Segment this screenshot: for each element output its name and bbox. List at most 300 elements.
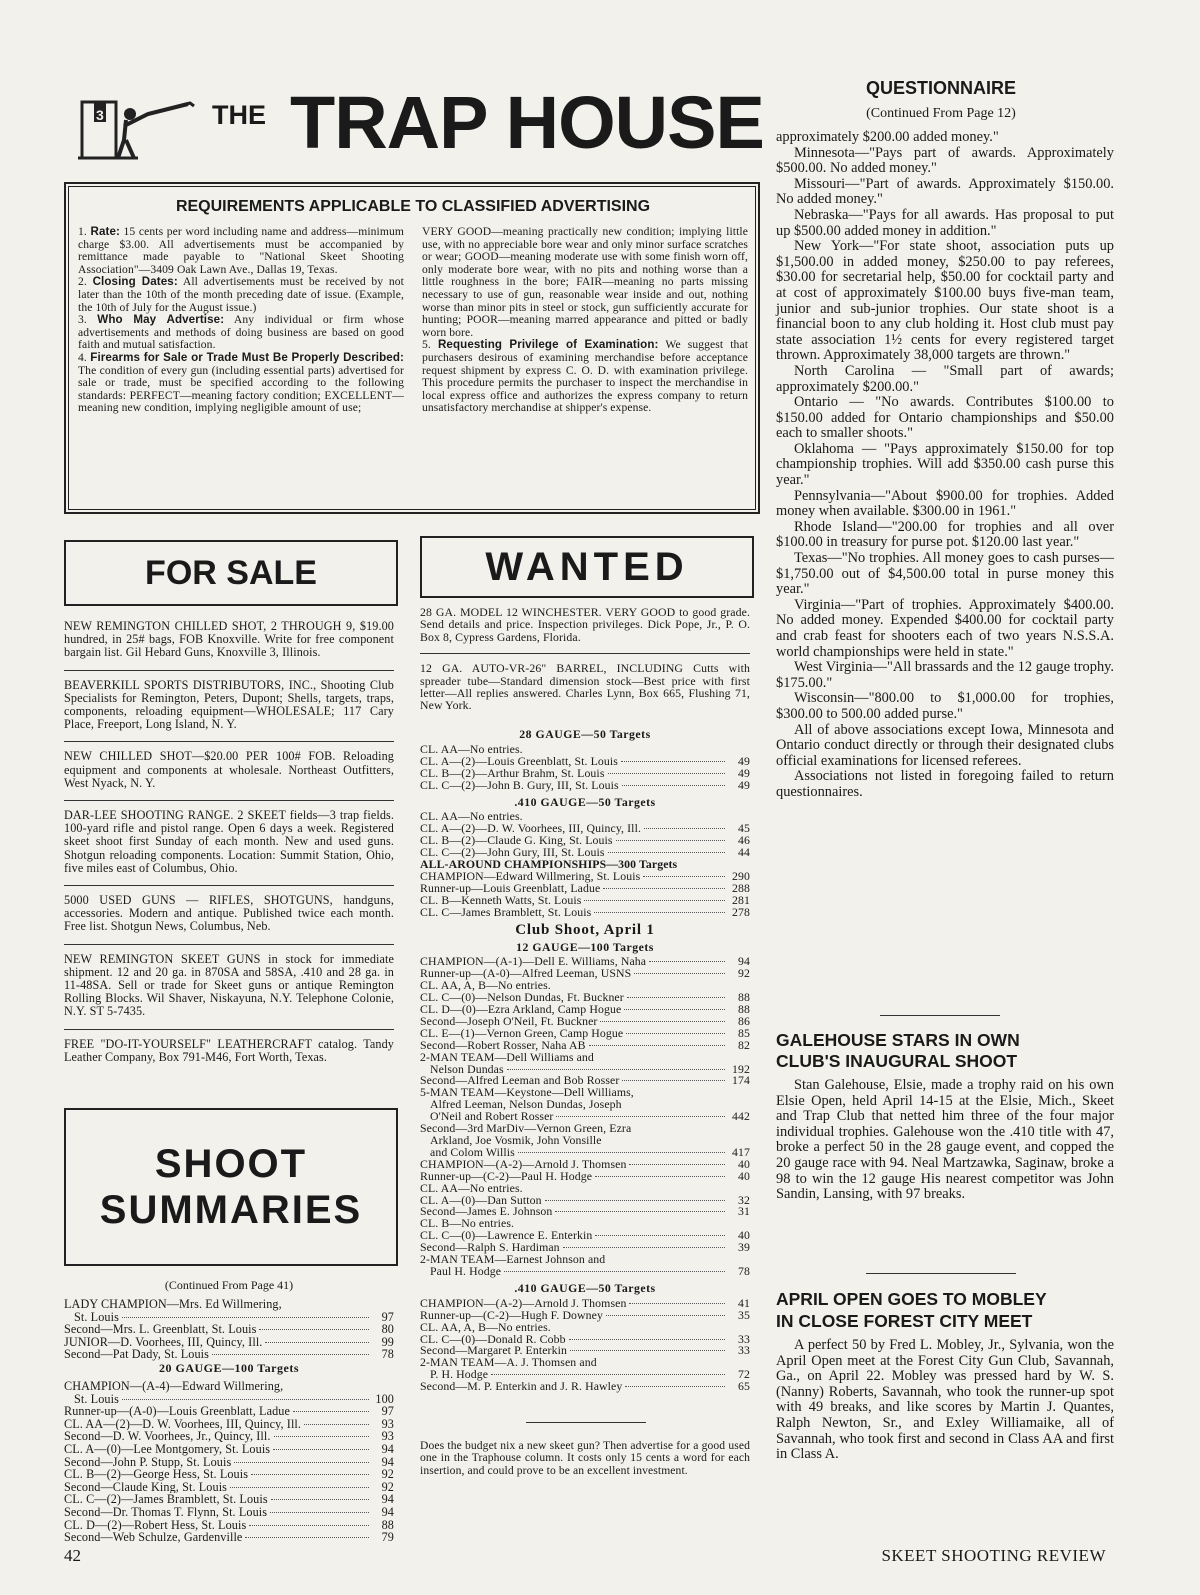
- summaries-title: SUMMARIES: [99, 1188, 363, 1232]
- dot-leader: [621, 761, 725, 762]
- result-score: 49: [738, 755, 750, 768]
- for-sale-ads: [64, 620, 394, 1074]
- questionnaire-body: [776, 130, 1114, 801]
- dot-leader: [504, 1271, 725, 1272]
- result-score: 288: [732, 882, 750, 895]
- result-label: 2-MAN TEAM—Dell Williams and: [420, 1051, 594, 1064]
- section-heading: 12 GAUGE—100 Targets: [516, 939, 654, 954]
- shoot-summaries-title-box: [64, 1108, 398, 1266]
- dot-leader: [625, 1386, 725, 1387]
- result-label: CL. C—(0)—Nelson Dundas, Ft. Buckner: [420, 992, 624, 1005]
- dot-leader: [595, 1176, 725, 1177]
- all-around-heading: ALL-AROUND CHAMPIONSHIPS—300 Targets: [420, 857, 678, 872]
- dot-leader: [563, 1247, 725, 1248]
- dot-leader: [491, 1374, 725, 1375]
- rule-2: 2. Closing Dates: All advertisements must be received by not later than the 10th of the month preceding date of issue. (Example, the 10th of July for the August issue.): [78, 275, 404, 314]
- result-score: 85: [738, 1027, 750, 1040]
- condition-standards: VERY GOOD—meaning practically new condition; implying little use, with no appreciable bore wear and only minor surface scratches or wear; GOOD—meaning moderate use with some finish worn off, only moderate bore wear, with no pits and nothing worse than a little roughness in the bore; FAIR—meaning no parts missing necessary to use of gun, reasonable wear inside and out, nothing worse than minor pits in steel or stock, gun sufficiently accurate for hunting; POOR—meaning marred appearance and pitted or badly worn bore.: [422, 225, 748, 339]
- result-label: CL. D—(2)—Robert Hess, St. Louis: [64, 1518, 247, 1532]
- dot-leader: [259, 1329, 369, 1330]
- result-label: Second—Dr. Thomas T. Flynn, St. Louis: [64, 1505, 268, 1519]
- result-row: [420, 768, 750, 780]
- dot-leader: [249, 1525, 369, 1526]
- result-label: CL. C—(2)—John Gury, III, St. Louis: [420, 847, 605, 860]
- result-row: [420, 1111, 750, 1123]
- result-label: Runner-up—(A-0)—Alfred Leeman, USNS: [420, 968, 632, 981]
- result-score: 78: [381, 1348, 394, 1361]
- result-row: [64, 1418, 394, 1431]
- result-label: Second—Ralph S. Hardiman: [420, 1242, 560, 1255]
- result-score: 442: [732, 1111, 750, 1124]
- result-row: [64, 1348, 394, 1361]
- result-row: [420, 980, 750, 992]
- shoot-summaries-continued: (Continued From Page 41): [164, 1278, 294, 1292]
- dot-leader: [584, 900, 725, 901]
- result-score: 93: [381, 1417, 394, 1431]
- result-label: CL. C—(0)—Lawrence E. Enterkin: [420, 1230, 593, 1243]
- result-label: Alfred Leeman, Nelson Dundas, Joseph: [430, 1099, 622, 1112]
- result-row: [420, 811, 750, 823]
- dot-leader: [273, 1449, 369, 1450]
- result-label: CHAMPION—(A-4)—Edward Willmering,: [64, 1380, 284, 1393]
- result-score: 40: [738, 1230, 750, 1243]
- result-label: Second—Robert Rosser, Naha AB: [420, 1039, 586, 1052]
- result-label: CL. AA, A, B—No entries.: [420, 980, 551, 993]
- result-label: 2-MAN TEAM—Earnest Johnson and: [420, 1254, 606, 1266]
- section-heading: 28 GAUGE—50 Targets: [519, 727, 651, 741]
- dot-leader: [616, 840, 725, 841]
- questionnaire-paragraph: Pennsylvania—"About $900.00 for trophies. Added money when available. $300.00 in 1961.": [776, 487, 1114, 520]
- dot-leader: [603, 888, 725, 889]
- result-row: [420, 1206, 750, 1218]
- result-label: CL. AA—No entries.: [420, 743, 523, 756]
- result-score: 49: [738, 767, 750, 780]
- result-label: CL. AA—No entries.: [420, 811, 523, 824]
- ad-leathercraft: FREE "DO-IT-YOURSELF" LEATHERCRAFT catalog. Tandy Leather Company, Box 791-M46, Fort Worth, Texas.: [64, 1029, 394, 1064]
- result-row: [64, 1311, 394, 1324]
- result-label: CL. E—(1)—Vernon Green, Camp Hogue: [420, 1027, 624, 1040]
- dot-leader: [245, 1537, 369, 1538]
- dot-leader: [624, 1009, 725, 1010]
- mobley-headline: APRIL OPEN GOES TO MOBLEY IN CLOSE FOREST CITY MEET: [776, 1289, 1047, 1331]
- result-label: Second—James E. Johnson: [420, 1206, 553, 1219]
- galehouse-divider: [880, 1015, 1000, 1016]
- result-score: 40: [738, 1170, 750, 1183]
- questionnaire-title: QUESTIONNAIRE: [865, 78, 1016, 98]
- trap-house-logo: [78, 92, 218, 162]
- result-row: [64, 1430, 394, 1443]
- ad-used-guns: 5000 USED GUNS — RIFLES, SHOTGUNS, handguns, accessories. Modern and antique. Published twice each month. Free list. Shotgun News, Columbus, Neb.: [64, 885, 394, 934]
- result-row: [420, 1357, 750, 1369]
- result-score: 41: [738, 1297, 750, 1310]
- result-score: 99: [381, 1335, 394, 1349]
- result-label: CL. B—(2)—Claude G. King, St. Louis: [420, 835, 613, 848]
- result-row: [420, 823, 750, 835]
- section-heading: .410 GAUGE—50 Targets: [514, 1280, 656, 1295]
- questionnaire-paragraph: New York—"For state shoot, association puts up $1,500.00 in added money, $250.00 to pay referees, $30.00 for secretarial help, $50.00 for cocktail party and at cost of approximately $100.00 buys five-man team, junior and sub-junior trophies. Our state shoot is a financial boon to any club holding it. Host club must pay state association 1½ cents for every registered target thrown. Approximately 38,000 targets are thrown.": [776, 238, 1114, 364]
- result-row: [64, 1456, 394, 1469]
- result-row: [64, 1298, 394, 1311]
- result-label: CL. B—No entries.: [420, 1218, 515, 1231]
- result-row: [420, 1266, 750, 1278]
- result-row: [420, 1135, 750, 1147]
- result-score: 39: [738, 1242, 750, 1255]
- result-score: 86: [738, 1015, 750, 1028]
- result-row: [420, 1087, 750, 1099]
- result-label: Second—Joseph O'Neil, Ft. Buckner: [420, 1015, 598, 1028]
- result-label: CL. C—(2)—John B. Gury, III, St. Louis: [420, 779, 619, 792]
- rule-1: 1. Rate: 15 cents per word including name and address—minimum charge $3.00. All advertisements must be accompanied by remittance made payable to "National Skeet Shooting Association"—3409 Oak Lawn Ave., Dallas 19, Texas.: [78, 225, 405, 276]
- dot-leader: [649, 961, 725, 962]
- dot-leader: [265, 1342, 369, 1343]
- result-row: [64, 1323, 394, 1336]
- result-row: [64, 1405, 394, 1418]
- result-row: [420, 1016, 750, 1028]
- result-row: [420, 780, 750, 792]
- result-score: 88: [738, 1004, 750, 1016]
- result-row: [420, 1052, 750, 1064]
- questionnaire-paragraph: West Virginia—"All brassards and the 12 gauge trophy. $175.00.": [776, 659, 1114, 691]
- dot-leader: [626, 1033, 725, 1034]
- result-row: [420, 1218, 750, 1230]
- gauge-20-heading: 20 GAUGE—100 Targets: [158, 1361, 299, 1375]
- dot-leader: [271, 1499, 369, 1500]
- result-label: O'Neil and Robert Rosser: [430, 1111, 554, 1124]
- result-row: [64, 1393, 394, 1406]
- questionnaire-paragraph: Minnesota—"Pays part of awards. Approximately $500.00. No added money.": [776, 144, 1114, 177]
- result-score: 94: [381, 1442, 394, 1456]
- questionnaire-paragraph: Texas—"No trophies. All money goes to cash purses—$1,750.00 out of $4,500.00 total in purse money this year.": [776, 550, 1114, 598]
- result-score: 82: [738, 1039, 750, 1052]
- shoot-title: SHOOT: [154, 1142, 308, 1186]
- dot-leader: [230, 1487, 369, 1488]
- result-score: 192: [732, 1063, 750, 1076]
- result-label: Second—Mrs. L. Greenblatt, St. Louis: [64, 1323, 257, 1336]
- result-label: P. H. Hodge: [430, 1369, 489, 1382]
- result-label: JUNIOR—D. Voorhees, III, Quincy, Ill.: [64, 1335, 263, 1349]
- result-label: LADY CHAMPION—Mrs. Ed Willmering,: [64, 1298, 282, 1311]
- result-row: [64, 1468, 394, 1481]
- for-sale-title: FOR SALE: [145, 553, 317, 592]
- promo-text: Does the budget nix a new skeet gun? Then advertise for a good used one in the Traphouse column. It costs only 15 cents a word for each insertion, and could prove to be an excellent investment.: [420, 1439, 750, 1477]
- dot-leader: [600, 1021, 725, 1022]
- questionnaire-paragraph: Wisconsin—"800.00 to $1,000.00 for trophies, $300.00 to 500.00 added purse.": [776, 690, 1114, 722]
- result-row: [420, 1064, 750, 1076]
- result-score: 94: [381, 1505, 394, 1519]
- result-row: [420, 1369, 750, 1381]
- questionnaire-paragraph: Associations not listed in foregoing failed to return questionnaires.: [776, 768, 1114, 800]
- result-score: 33: [738, 1345, 750, 1358]
- dot-leader: [622, 785, 725, 786]
- result-label: and Colom Willis: [430, 1146, 515, 1159]
- result-score: 33: [738, 1333, 750, 1346]
- mobley-body: A perfect 50 by Fred L. Mobley, Jr., Sylvania, won the April Open meet at the Forest City Gun Club, Savannah, Ga., on April 22. Mobley was pressed hard by W. S. (Nanny) Roberts, Savannah, who took the runner-up spot with 49 breaks, and like scores by Martin J. Quantes, Ralph Newton, Sr., and Exley Williamaike, all of Savannah, who took first and second in Class AA and first in Class A.: [776, 1337, 1114, 1463]
- result-row: [420, 968, 750, 980]
- dot-leader: [556, 1116, 725, 1117]
- page-number: 42: [64, 1546, 81, 1565]
- result-row: [420, 1381, 750, 1393]
- rule-4: 4. Firearms for Sale or Trade Must Be Properly Described: The condition of every gun (including essential parts) advertised for sale or trade, must be specified according to the following standards: PERFECT—meaning factory condition; EXCELLENT—meaning new condition, implying negligible amount of use;: [78, 350, 405, 415]
- result-label: St. Louis: [74, 1392, 119, 1406]
- questionnaire-paragraph: Nebraska—"Pays for all awards. Has proposal to put up $500.00 added money in addition.": [776, 206, 1114, 239]
- result-row: [420, 871, 750, 883]
- dot-leader: [608, 852, 725, 853]
- result-score: 31: [738, 1206, 750, 1219]
- dot-leader: [234, 1462, 369, 1463]
- dot-leader: [589, 1045, 725, 1046]
- dot-leader: [274, 1436, 369, 1437]
- result-score: 40: [738, 1158, 750, 1171]
- result-score: 93: [381, 1430, 394, 1443]
- result-label: CL. A—(0)—Lee Montgomery, St. Louis: [64, 1442, 271, 1456]
- result-score: 94: [381, 1493, 394, 1506]
- result-label: Runner-up—(A-0)—Louis Greenblatt, Ladue: [64, 1405, 291, 1418]
- ad-remington-shot: NEW REMINGTON CHILLED SHOT, 2 THROUGH 9, $19.00 hundred, in 25# bags, FOB Knoxville. Write for free component bargain list. Gil Hebard Guns, Knoxville 3, Illinois.: [64, 619, 394, 660]
- result-label: CL. AA—(2)—D. W. Voorhees, III, Quincy, Ill.: [64, 1417, 302, 1431]
- result-label: Paul H. Hodge: [430, 1265, 502, 1278]
- questionnaire-paragraph: approximately $200.00 added money.": [776, 129, 999, 145]
- result-label: CL. C—(0)—Donald R. Cobb: [420, 1333, 566, 1346]
- result-row: [420, 1230, 750, 1242]
- result-row: [420, 1123, 750, 1135]
- result-score: 72: [738, 1369, 750, 1382]
- result-label: Second—Margaret P. Enterkin: [420, 1345, 567, 1358]
- result-score: 417: [732, 1146, 750, 1159]
- result-row: [420, 1183, 750, 1195]
- dot-leader: [570, 1350, 725, 1351]
- wanted-ads: [420, 606, 750, 722]
- dot-leader: [629, 1164, 725, 1165]
- questionnaire-paragraph: Ontario — "No awards. Contributes $100.00 to $150.00 added for Ontario championships and $50.00 each to smaller shoots.": [776, 394, 1114, 442]
- dot-leader: [545, 1200, 725, 1201]
- result-score: 92: [381, 1480, 394, 1494]
- result-label: Runner-up—Louis Greenblatt, Ladue: [420, 882, 601, 895]
- result-row: [64, 1481, 394, 1494]
- rule-3: 3. Who May Advertise: Any individual or firm whose advertisements and methods of doing business are based on good faith and mutual satisfaction.: [78, 313, 404, 352]
- result-score: 94: [381, 1455, 394, 1469]
- result-row: [420, 1322, 750, 1334]
- result-row: [420, 1147, 750, 1159]
- result-label: Second—John P. Stupp, St. Louis: [64, 1455, 232, 1469]
- result-label: CL. A—(2)—D. W. Voorhees, III, Quincy, Ill.: [420, 823, 641, 836]
- dot-leader: [212, 1354, 369, 1355]
- result-label: Runner-up—(C-2)—Hugh F. Downey: [420, 1309, 604, 1322]
- questionnaire-paragraph: Virginia—"Part of trophies. Approximately $400.00. No added money. Expended $400.00 for cocktail party and crab feast for shooters each of two years N.S.S.A. world championships were held in state.": [776, 596, 1114, 660]
- trap-house-icon: [78, 92, 218, 162]
- ad-auto-vr: 12 GA. AUTO-VR-26" BARREL, INCLUDING Cutts with spreader tube—Standard dimension stock—Best price with first letter—All replies answered. Charles Lynn, Box 665, Flushing 71, New York.: [420, 653, 750, 712]
- result-score: 92: [381, 1468, 394, 1481]
- result-label: Second—Claude King, St. Louis: [64, 1480, 228, 1494]
- dot-leader: [644, 828, 725, 829]
- questionnaire-paragraph: Missouri—"Part of awards. Approximately $150.00. No added money.": [776, 175, 1114, 208]
- dot-leader: [293, 1411, 369, 1412]
- result-row: [64, 1336, 394, 1349]
- result-score: 88: [738, 992, 750, 1005]
- result-row: [64, 1531, 394, 1544]
- result-row: [420, 883, 750, 895]
- result-score: 97: [381, 1405, 394, 1418]
- result-row: [420, 1171, 750, 1183]
- ad-winchester: 28 GA. MODEL 12 WINCHESTER. VERY GOOD to good grade. Send details and price. Inspection privileges. Dick Pope, Jr., P. O. Box 8, Cypress Gardens, Florida.: [420, 605, 750, 644]
- result-label: Second—3rd MarDiv—Vernon Green, Ezra: [420, 1123, 632, 1135]
- result-row: [420, 992, 750, 1004]
- dot-leader: [270, 1512, 369, 1513]
- questionnaire-paragraph: Oklahoma — "Pays approximately $150.00 for top championship trophies. Will add $350.00 cash purse this year.": [776, 440, 1114, 489]
- result-row: [420, 1075, 750, 1087]
- result-label: CHAMPION—(A-1)—Dell E. Williams, Naha: [420, 956, 647, 969]
- result-label: CL. AA, A, B—No entries.: [420, 1321, 551, 1334]
- dot-leader: [608, 773, 725, 774]
- ad-beaverkill: BEAVERKILL SPORTS DISTRIBUTORS, INC., Shooting Club Specialists for Remington, Peters, Dupont; Shells, targets, traps, components, reloading equipment—WHOLESALE; 117 Cary Place, Freeport, Long Island, N. Y.: [64, 670, 394, 732]
- result-row: [420, 1345, 750, 1357]
- result-score: 65: [738, 1381, 750, 1394]
- result-score: 78: [738, 1265, 750, 1278]
- dot-leader: [594, 912, 725, 913]
- mobley-divider: [866, 1273, 1016, 1274]
- result-row: [420, 1310, 750, 1322]
- result-score: 45: [738, 823, 750, 836]
- dot-leader: [507, 1069, 725, 1070]
- result-score: 44: [738, 847, 750, 860]
- classified-col2: [422, 226, 748, 415]
- result-row: [420, 1334, 750, 1346]
- dot-leader: [627, 997, 725, 998]
- result-score: 35: [738, 1309, 750, 1322]
- promo-divider: [526, 1422, 646, 1423]
- result-score: 80: [381, 1323, 394, 1336]
- result-score: 92: [738, 968, 750, 981]
- result-score: 49: [738, 779, 750, 792]
- result-row: [420, 1242, 750, 1254]
- result-score: 97: [381, 1310, 394, 1324]
- result-score: 46: [738, 835, 750, 848]
- result-row: [420, 1195, 750, 1207]
- wanted-title-box: [420, 536, 754, 598]
- galehouse-headline: GALEHOUSE STARS IN OWN CLUB'S INAUGURAL SHOOT: [776, 1030, 1020, 1071]
- shoot-summaries-results-b: [64, 1380, 394, 1544]
- result-label: Second—Web Schulze, Gardenville: [64, 1531, 243, 1544]
- dot-leader: [122, 1317, 369, 1318]
- result-label: CHAMPION—(A-2)—Arnold J. Thomsen: [420, 1297, 627, 1310]
- dot-leader: [518, 1152, 725, 1153]
- result-row: [420, 835, 750, 847]
- result-row: [420, 756, 750, 768]
- result-row: [420, 956, 750, 968]
- result-label: Runner-up—(C-2)—Paul H. Hodge: [420, 1170, 593, 1183]
- result-row: [64, 1493, 394, 1506]
- wanted-title: WANTED: [485, 544, 689, 589]
- questionnaire-continued: (Continued From Page 12): [866, 106, 1016, 121]
- result-score: 281: [732, 894, 750, 907]
- dot-leader: [122, 1399, 369, 1400]
- result-score: 94: [738, 956, 750, 969]
- result-label: 2-MAN TEAM—A. J. Thomsen and: [420, 1357, 597, 1370]
- result-score: 32: [738, 1194, 750, 1207]
- dot-leader: [634, 973, 725, 974]
- result-row: [420, 1159, 750, 1171]
- section-heading: Club Shoot, April 1: [515, 921, 655, 938]
- result-score: 174: [732, 1075, 750, 1088]
- result-row: [420, 1040, 750, 1052]
- result-label: Second—M. P. Enterkin and J. R. Hawley: [420, 1381, 623, 1394]
- result-row: [64, 1506, 394, 1519]
- result-label: CL. B—Kenneth Watts, St. Louis: [420, 894, 582, 907]
- dot-leader: [622, 1080, 725, 1081]
- result-label: CL. D—(0)—Ezra Arkland, Camp Hogue: [420, 1004, 622, 1016]
- questionnaire-paragraph: North Carolina — "Small part of awards; approximately $200.00.": [776, 362, 1114, 395]
- dot-leader: [251, 1474, 369, 1475]
- result-score: 290: [732, 870, 750, 883]
- classified-heading: REQUIREMENTS APPLICABLE TO CLASSIFIED ADVERTISING: [175, 198, 651, 215]
- dot-leader: [606, 1315, 725, 1316]
- shoot-summaries-results-a: [64, 1298, 394, 1361]
- result-row: [420, 744, 750, 756]
- result-label: CL. A—(2)—Louis Greenblatt, St. Louis: [420, 755, 619, 768]
- result-label: Second—Pat Dady, St. Louis: [64, 1348, 210, 1361]
- dot-leader: [595, 1235, 725, 1236]
- result-label: CL. B—(2)—George Hess, St. Louis: [64, 1468, 249, 1481]
- result-label: CHAMPION—Edward Willmering, St. Louis: [420, 870, 641, 883]
- result-label: St. Louis: [74, 1310, 119, 1324]
- svg-text:3: 3: [96, 107, 104, 123]
- result-score: 100: [375, 1392, 394, 1406]
- result-label: CHAMPION—(A-2)—Arnold J. Thomsen: [420, 1158, 627, 1171]
- dot-leader: [569, 1339, 725, 1340]
- rule-5: 5. Requesting Privilege of Examination: We suggest that purchasers desirous of examining merchandise before acceptance request shipment by express C. O. D. with examination privilege. This procedure permits the purchaser to inspect the merchandise in local express office and authorizes the express company to return unsatisfactory merchandise at shipper's expense.: [422, 338, 749, 415]
- masthead-the: THE: [212, 100, 266, 130]
- dot-leader: [304, 1424, 369, 1425]
- result-row: [64, 1443, 394, 1456]
- ad-dar-lee: DAR-LEE SHOOTING RANGE. 2 SKEET fields—3 trap fields. 100-yard rifle and pistol range. Open 6 days a week. Registered skeet shoot first Sunday of each month. New and used guns. Shotgun reloading components. Location: Summit Station, Ohio, five miles east of Columbus, Ohio.: [64, 800, 394, 875]
- result-score: 278: [732, 906, 750, 919]
- results-column: [420, 724, 750, 1393]
- masthead-title: TRAP HOUSE: [290, 81, 764, 164]
- magazine-name: SKEET SHOOTING REVIEW: [881, 1546, 1106, 1565]
- dot-leader: [555, 1211, 725, 1212]
- result-label: CL. B—(2)—Arthur Brahm, St. Louis: [420, 767, 605, 780]
- result-score: 88: [381, 1518, 394, 1532]
- result-label: CL. C—(2)—James Bramblett, St. Louis: [64, 1493, 268, 1506]
- result-label: Second—D. W. Voorhees, Jr., Quincy, Ill.: [64, 1430, 271, 1443]
- result-label: Nelson Dundas: [430, 1063, 504, 1076]
- result-row: [420, 1298, 750, 1310]
- ad-chilled-shot: NEW CHILLED SHOT—$20.00 PER 100# FOB. Reloading equipment and components at wholesale. Northeast Outfitters, West Nyack, N. Y.: [64, 741, 394, 790]
- result-row: [420, 1004, 750, 1016]
- galehouse-body: Stan Galehouse, Elsie, made a trophy raid on his own Elsie Open, held April 14-15 at the Elsie, Mich., Skeet and Trap Club that netted him three of the four major individual trophies. Galehouse won the .410 title with 47, broke a perfect 50 in the 28 gauge event, and copped the 20 gauge race with 94. Neal Martzawka, Saginaw, broke a 98 to win the 12 gauge His nearest competitor was John Sandin, Lansing, with 97 breaks.: [776, 1077, 1114, 1203]
- result-row: [420, 1254, 750, 1266]
- classified-col1: [78, 226, 404, 415]
- questionnaire-paragraph: All of above associations except Iowa, Minnesota and Ontario conduct directly or through their designated clubs official examinations for licensed referees.: [776, 721, 1114, 769]
- section-heading: .410 GAUGE—50 Targets: [514, 794, 656, 809]
- result-label: CL. AA—No entries.: [420, 1182, 523, 1195]
- result-label: 5-MAN TEAM—Keystone—Dell Williams,: [420, 1087, 634, 1100]
- result-row: [420, 1099, 750, 1111]
- result-label: Second—Alfred Leeman and Bob Rosser: [420, 1075, 620, 1088]
- result-row: [420, 1028, 750, 1040]
- ad-remington-skeet: NEW REMINGTON SKEET GUNS in stock for immediate shipment. 12 and 20 ga. in 870SA and 58SA, .410 and 28 ga. in 11-48SA. Sell or trade for Skeet guns or antique Remington Rolling Blocks. Wil Shaver, Niskayuna, N.Y. Telephone Colonie, N.Y. ST 5-7435.: [64, 944, 394, 1019]
- result-label: CL. A—(0)—Dan Sutton: [420, 1194, 542, 1207]
- result-row: [64, 1380, 394, 1393]
- questionnaire-paragraph: Rhode Island—"200.00 for trophies and all over $100.00 in treasury for purse pot. $120.00 last year.": [776, 518, 1114, 551]
- for-sale-title-box: [64, 540, 398, 606]
- dot-leader: [643, 876, 725, 877]
- result-label: CL. C—James Bramblett, St. Louis: [420, 906, 592, 919]
- result-score: 79: [381, 1531, 394, 1544]
- result-label: Arkland, Joe Vosmik, John Vonsille: [430, 1135, 602, 1147]
- dot-leader: [629, 1303, 725, 1304]
- result-row: [420, 895, 750, 907]
- result-row: [420, 907, 750, 919]
